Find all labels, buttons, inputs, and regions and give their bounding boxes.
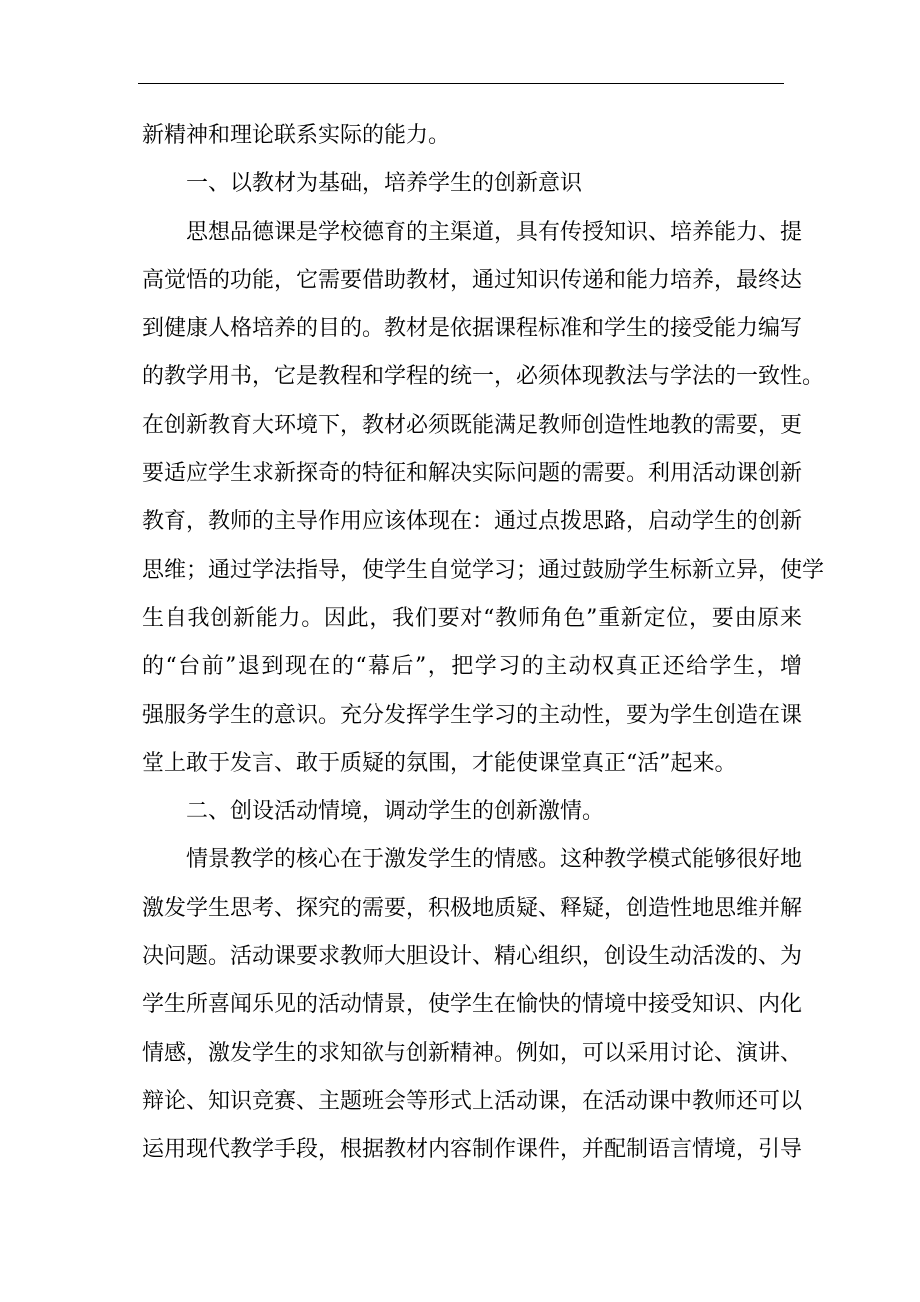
header-rule [138, 83, 784, 84]
document-body [142, 112, 825, 1175]
text-line: 运用现代教学手段，根据教材内容制作课件，并配制语言情境，引导 [142, 1137, 803, 1163]
text-line: 学生所喜闻乐见的活动情景，使学生在愉快的情境中接受知识、内化 [142, 992, 803, 1018]
text-line: 辩论、知识竞赛、主题班会等形式上活动课，在活动课中教师还可以 [142, 1088, 803, 1114]
text-line: 激发学生思考、探究的需要，积极地质疑、释疑，创造性地思维并解 [142, 895, 803, 921]
text-line: 情感，激发学生的求知欲与创新精神。例如，可以采用讨论、演讲、 [142, 1040, 803, 1066]
text-line: 新精神和理论联系实际的能力。 [142, 123, 451, 148]
text-line: 思想品德课是学校德育的主渠道，具有传授知识、培养能力、提 [186, 219, 803, 245]
text-line: 的“台前”退到现在的“幕后”，把学习的主动权真正还给学生，增 [142, 654, 802, 680]
text-line: 生自我创新能力。因此，我们要对“教师角色”重新定位，要由原来 [142, 605, 802, 631]
text-line: 到健康人格培养的目的。教材是依据课程标准和学生的接受能力编写 [142, 316, 803, 342]
text-line: 二、创设活动情境，调动学生的创新激情。 [186, 799, 605, 825]
text-line: 教育，教师的主导作用应该体现在：通过点拨思路，启动学生的创新 [142, 509, 803, 535]
text-line: 强服务学生的意识。充分发挥学生学习的主动性，要为学生创造在课 [142, 702, 803, 728]
text-line: 要适应学生求新探奇的特征和解决实际问题的需要。利用活动课创新 [142, 461, 803, 487]
text-line: 高觉悟的功能，它需要借助教材，通过知识传递和能力培养，最终达 [142, 267, 803, 293]
text-line: 思维；通过学法指导，使学生自觉学习；通过鼓励学生标新立异，使学 [142, 557, 825, 583]
text-line: 的教学用书，它是教程和学程的统一，必须体现教法与学法的一致性。 [142, 364, 825, 390]
text-line: 一、以教材为基础，培养学生的创新意识 [186, 171, 583, 197]
text-line: 情景教学的核心在于激发学生的情感。这种教学模式能够很好地 [186, 847, 803, 873]
text-line: 在创新教育大环境下，教材必须既能满足教师创造性地教的需要，更 [142, 412, 803, 438]
text-line: 决问题。活动课要求教师大胆设计、精心组织，创设生动活泼的、为 [142, 944, 803, 970]
text-line: 堂上敢于发言、敢于质疑的氛围，才能使课堂真正“活”起来。 [142, 750, 737, 776]
